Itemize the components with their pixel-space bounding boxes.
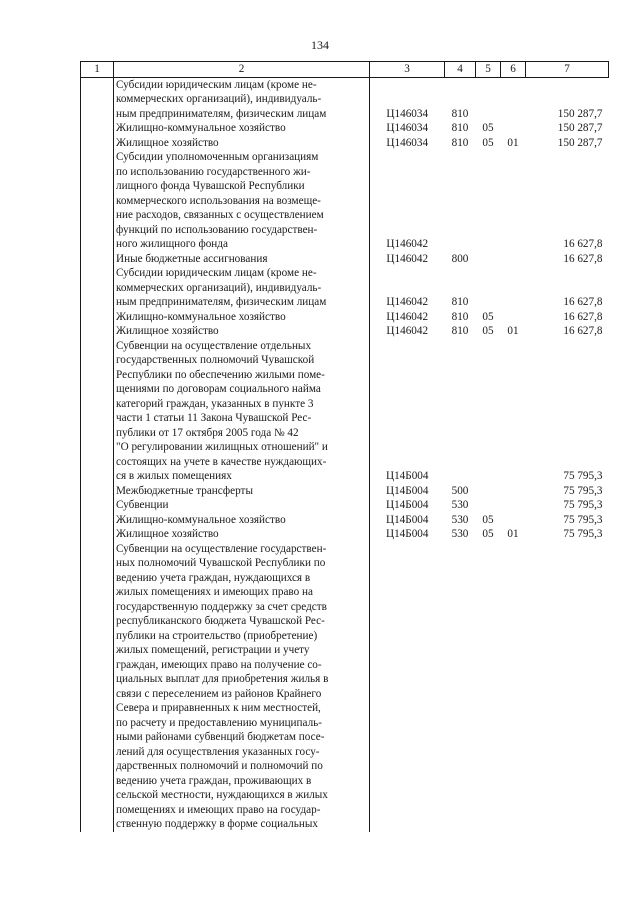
number-cell xyxy=(81,310,114,325)
group-cell: 810 xyxy=(451,310,469,323)
group-cell xyxy=(445,542,476,832)
description-line: коммерческого использования на возмеще- xyxy=(116,194,321,207)
number-cell xyxy=(81,252,114,267)
group-cell xyxy=(445,150,476,252)
code-cell: Ц146042 xyxy=(386,325,429,337)
description-cell xyxy=(114,252,370,267)
table-row xyxy=(81,77,609,121)
group-cell: 530 xyxy=(451,513,469,526)
amount-cell: 16 627,8 xyxy=(563,252,603,265)
code-cell: Ц146042 xyxy=(386,296,429,308)
subsection-cell: 01 xyxy=(507,325,519,337)
number-cell xyxy=(81,527,114,542)
section-cell xyxy=(476,339,501,484)
table-body xyxy=(81,77,609,832)
amount-cell: 75 795,3 xyxy=(563,470,603,482)
table-row xyxy=(81,150,609,252)
number-cell xyxy=(81,150,114,252)
table-row xyxy=(81,136,609,151)
amount-cell: 16 627,8 xyxy=(563,325,603,337)
code-cell xyxy=(370,542,445,832)
description-line: ного жилищного фонда xyxy=(116,238,228,250)
table-row xyxy=(81,310,609,325)
section-cell: 05 xyxy=(482,513,494,526)
description-cell xyxy=(114,542,370,832)
section-cell xyxy=(476,150,501,252)
description-line: Субсидии юридическим лицам (кроме не- xyxy=(116,267,317,279)
group-cell: 530 xyxy=(451,499,469,511)
number-cell xyxy=(81,266,114,310)
number-cell xyxy=(81,513,114,528)
code-cell: Ц14Б004 xyxy=(386,470,429,482)
description-line: Межбюджетные трансферты xyxy=(116,484,253,497)
table-row xyxy=(81,266,609,310)
subsection-cell xyxy=(501,121,526,136)
number-cell xyxy=(81,498,114,513)
section-cell xyxy=(476,542,501,832)
number-cell xyxy=(81,339,114,484)
section-cell xyxy=(476,252,501,267)
section-cell xyxy=(476,77,501,121)
code-cell: Ц146034 xyxy=(386,136,429,149)
amount-cell: 150 287,7 xyxy=(557,136,603,149)
description-line: помещениях и имеющих право на государ- xyxy=(116,803,321,816)
description-line: Иные бюджетные ассигнования xyxy=(116,252,268,265)
description-cell xyxy=(114,136,370,151)
group-cell: 810 xyxy=(451,107,469,120)
description-cell xyxy=(114,310,370,325)
amount-cell: 150 287,7 xyxy=(557,107,603,120)
amount-cell: 75 795,3 xyxy=(563,513,603,526)
column-header: 3 xyxy=(370,62,445,78)
column-header: 2 xyxy=(114,62,370,78)
section-cell: 05 xyxy=(482,122,494,134)
amount-cell: 16 627,8 xyxy=(563,296,603,308)
description-line: Субсидии юридическим лицам (кроме не- xyxy=(116,78,317,91)
description-line: части 1 статьи 11 Закона Чувашской Рес- xyxy=(116,412,312,424)
description-cell xyxy=(114,121,370,136)
description-line: Жилищно-коммунальное хозяйство xyxy=(116,122,286,134)
subsection-cell xyxy=(501,310,526,325)
table-row xyxy=(81,252,609,267)
description-line: лений для осуществления указанных госу- xyxy=(116,745,320,758)
group-cell xyxy=(445,339,476,484)
subsection-cell: 01 xyxy=(507,528,519,540)
code-cell: Ц14Б004 xyxy=(386,513,429,526)
description-line: Субсидии уполномоченным организациям xyxy=(116,151,319,163)
amount-cell: 150 287,7 xyxy=(557,122,603,134)
budget-table xyxy=(80,61,609,832)
section-cell xyxy=(476,484,501,499)
subsection-cell xyxy=(501,513,526,528)
description-line: коммерческих организаций), индивидуаль- xyxy=(116,281,322,294)
subsection-cell xyxy=(501,339,526,484)
code-cell: Ц146042 xyxy=(386,310,429,323)
number-cell xyxy=(81,136,114,151)
amount-cell: 75 795,3 xyxy=(563,528,603,540)
section-cell: 05 xyxy=(482,136,494,149)
description-line: ведению учета граждан, проживающих в xyxy=(116,774,312,787)
description-cell xyxy=(114,498,370,513)
code-cell: Ц14Б004 xyxy=(386,484,429,497)
group-cell: 810 xyxy=(451,325,469,337)
table-row xyxy=(81,498,609,513)
description-line: сельской местности, нуждающихся в жилых xyxy=(116,789,328,801)
table-row xyxy=(81,324,609,339)
description-line: дарственных полномочий и полномочий по xyxy=(116,760,323,772)
page-number: 134 xyxy=(311,38,329,52)
description-line: ведению учета граждан, нуждающихся в xyxy=(116,571,311,584)
amount-cell: 75 795,3 xyxy=(563,484,603,497)
code-cell: Ц14Б004 xyxy=(386,528,429,540)
column-header: 5 xyxy=(476,62,501,78)
description-cell xyxy=(114,513,370,528)
description-line: ным предпринимателям, физическим лицам xyxy=(116,296,327,308)
description-cell xyxy=(114,150,370,252)
amount-cell: 16 627,8 xyxy=(563,238,603,250)
header-row xyxy=(81,62,609,78)
description-line: щениями по договорам социального найма xyxy=(116,383,321,395)
description-line: Жилищно-коммунальное хозяйство xyxy=(116,513,286,526)
description-line: ся в жилых помещениях xyxy=(116,470,232,482)
description-line: публики от 17 октября 2005 года № 42 xyxy=(116,426,299,439)
description-line: Жилищно-коммунальное хозяйство xyxy=(116,310,286,323)
column-header: 4 xyxy=(445,62,476,78)
description-line: жилых помещений, регистрации и учету xyxy=(116,644,310,656)
description-line: состоящих на учете в качестве нуждающих- xyxy=(116,455,327,468)
subsection-cell xyxy=(501,77,526,121)
table-row xyxy=(81,484,609,499)
description-line: граждан, имеющих право на получение со- xyxy=(116,658,322,671)
description-line: "О регулировании жилищных отношений" и xyxy=(116,441,328,453)
description-line: коммерческих организаций), индивидуаль- xyxy=(116,93,322,105)
description-line: государственных полномочий Чувашской xyxy=(116,354,315,366)
subsection-cell xyxy=(501,484,526,499)
description-cell xyxy=(114,527,370,542)
description-line: лищного фонда Чувашской Республики xyxy=(116,180,305,192)
table-row xyxy=(81,513,609,528)
description-cell xyxy=(114,77,370,121)
code-cell: Ц146034 xyxy=(386,107,429,120)
amount-cell: 75 795,3 xyxy=(563,499,603,511)
description-cell xyxy=(114,324,370,339)
description-line: жилых помещениях и имеющих право на xyxy=(116,586,313,598)
table-row xyxy=(81,542,609,832)
subsection-cell xyxy=(501,150,526,252)
description-line: Республики по обеспечению жилыми поме- xyxy=(116,368,325,381)
column-header: 6 xyxy=(501,62,526,78)
group-cell: 810 xyxy=(451,136,469,149)
group-cell: 810 xyxy=(451,122,469,134)
description-line: государственную поддержку за счет средств xyxy=(116,600,327,613)
description-line: категорий граждан, указанных в пункте 3 xyxy=(116,397,314,410)
table-row xyxy=(81,527,609,542)
description-line: публики на строительство (приобретение) xyxy=(116,629,318,642)
subsection-cell xyxy=(501,266,526,310)
description-line: Жилищное хозяйство xyxy=(116,325,219,337)
description-line: по расчету и предоставлению муниципаль- xyxy=(116,716,323,729)
group-cell: 500 xyxy=(451,484,469,497)
description-line: Субвенции на осуществление государствен- xyxy=(116,542,327,555)
description-line: циальных выплат для приобретения жилья в xyxy=(116,673,329,685)
description-line: Жилищное хозяйство xyxy=(116,136,219,149)
subsection-cell: 01 xyxy=(507,136,519,149)
number-cell xyxy=(81,484,114,499)
description-line: по использованию государственного жи- xyxy=(116,165,311,178)
description-line: связи с переселением из районов Крайнего xyxy=(116,687,322,700)
description-line: Севера и приравненных к ним местностей, xyxy=(116,702,321,714)
description-line: республиканского бюджета Чувашской Рес- xyxy=(116,615,325,627)
description-line: Субвенции на осуществление отдельных xyxy=(116,339,312,352)
description-cell xyxy=(114,339,370,484)
description-line: ных полномочий Чувашской Республики по xyxy=(116,557,326,569)
code-cell: Ц14Б004 xyxy=(386,499,429,511)
code-cell: Ц146042 xyxy=(386,238,429,250)
group-cell: 530 xyxy=(451,528,469,540)
description-line: Жилищное хозяйство xyxy=(116,528,219,540)
description-line: Субвенции xyxy=(116,499,169,511)
description-line: ными районами субвенций бюджетам посе- xyxy=(116,731,325,743)
description-line: ние расходов, связанных с осуществлением xyxy=(116,209,324,221)
subsection-cell xyxy=(501,498,526,513)
group-cell: 810 xyxy=(451,296,469,308)
amount-cell xyxy=(526,542,609,832)
number-cell xyxy=(81,77,114,121)
code-cell: Ц146042 xyxy=(386,252,429,265)
description-cell xyxy=(114,266,370,310)
table-row xyxy=(81,121,609,136)
description-line: ственную поддержку в форме социальных xyxy=(116,818,318,830)
description-line: функций по использованию государствен- xyxy=(116,223,318,236)
amount-cell: 16 627,8 xyxy=(563,310,603,323)
section-cell xyxy=(476,266,501,310)
number-cell xyxy=(81,121,114,136)
section-cell: 05 xyxy=(482,528,494,540)
number-cell xyxy=(81,542,114,832)
code-cell: Ц146034 xyxy=(386,122,429,134)
column-header: 1 xyxy=(81,62,114,78)
table-row xyxy=(81,339,609,484)
group-cell: 800 xyxy=(451,252,469,265)
section-cell: 05 xyxy=(482,310,494,323)
subsection-cell xyxy=(501,542,526,832)
description-cell xyxy=(114,484,370,499)
number-cell xyxy=(81,324,114,339)
section-cell: 05 xyxy=(482,325,494,337)
section-cell xyxy=(476,498,501,513)
description-line: ным предпринимателям, физическим лицам xyxy=(116,107,327,120)
subsection-cell xyxy=(501,252,526,267)
column-header: 7 xyxy=(526,62,609,78)
